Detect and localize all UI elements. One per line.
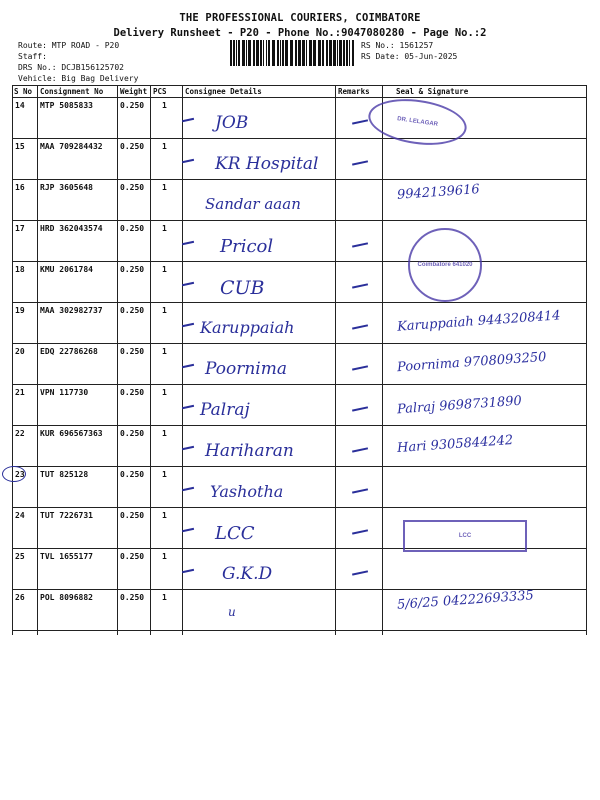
consignee-handwriting: Palraj [200, 400, 250, 420]
barcode-bar [349, 40, 350, 66]
tick-dash-mark [182, 364, 194, 368]
pieces-count: 1 [162, 306, 167, 315]
barcode-bar [236, 40, 237, 66]
table-row [12, 220, 587, 261]
row-serial-number: 15 [15, 142, 25, 151]
weight-value: 0.250 [120, 224, 145, 233]
table-row [12, 466, 587, 507]
recipient-signature: Palraj 9698731890 [396, 393, 523, 418]
consignment-number: KUR 696567363 [40, 429, 103, 438]
rs-number: RS No.: 1561257 [361, 41, 434, 50]
barcode-bar [318, 40, 321, 66]
pieces-count: 1 [162, 347, 167, 356]
barcode-bar [346, 40, 348, 66]
weight-value: 0.250 [120, 347, 145, 356]
consignee-handwriting: KR Hospital [215, 154, 319, 174]
consignment-number: VPN 117730 [40, 388, 89, 397]
col-header-consignment: Consignment No [40, 87, 104, 96]
barcode-bar [352, 40, 354, 66]
weight-value: 0.250 [120, 265, 145, 274]
consignee-handwriting: G.K.D [222, 564, 273, 584]
seal-stamp: DR. LELAGAR [365, 93, 469, 150]
col-header-remarks: Remarks [338, 87, 370, 96]
consignment-number: RJP 3605648 [40, 183, 93, 192]
table-row [12, 589, 587, 630]
remark-dash-mark [352, 488, 368, 493]
weight-value: 0.250 [120, 183, 145, 192]
barcode-bar [343, 40, 345, 66]
consignee-handwriting: CUB [220, 277, 265, 299]
remark-dash-mark [352, 160, 368, 165]
table-row [12, 384, 587, 425]
barcode-bar [333, 40, 336, 66]
barcode-bar [266, 40, 267, 66]
consignment-number: HRD 362043574 [40, 224, 103, 233]
recipient-signature: Karuppaiah 9443208414 [396, 308, 561, 335]
table-row [12, 548, 587, 589]
pieces-count: 1 [162, 142, 167, 151]
barcode-bar [306, 40, 307, 66]
barcode-bar [326, 40, 328, 66]
row-serial-number: 22 [15, 429, 25, 438]
pieces-count: 1 [162, 388, 167, 397]
barcode-bar [272, 40, 275, 66]
barcode-bar [309, 40, 312, 66]
recipient-signature: Hari 9305844242 [396, 432, 514, 457]
pieces-count: 1 [162, 470, 167, 479]
col-header-consignee: Consignee Details [185, 87, 262, 96]
barcode-bar [233, 40, 235, 66]
tick-dash-mark [182, 446, 194, 450]
pieces-count: 1 [162, 593, 167, 602]
consignment-number: EDQ 22786268 [40, 347, 98, 356]
table-row [12, 97, 587, 138]
remark-dash-mark [352, 447, 368, 452]
drs-number: DRS No.: DCJB156125702 [18, 63, 124, 72]
recipient-signature: Poornima 9708093250 [396, 349, 547, 376]
barcode-bar [298, 40, 301, 66]
row-serial-number: 21 [15, 388, 25, 397]
consignee-handwriting: Hariharan [205, 441, 294, 461]
remark-dash-mark [352, 283, 368, 288]
remark-dash-mark [352, 365, 368, 370]
barcode-bar [256, 40, 259, 66]
remark-dash-mark [352, 570, 368, 575]
barcode-bar [242, 40, 245, 66]
route-label: Route: MTP ROAD - P20 [18, 41, 120, 50]
coimbatore-seal-stamp: Coimbatore 641020 [408, 228, 482, 302]
row-serial-number: 16 [15, 183, 25, 192]
tick-dash-mark [182, 282, 194, 286]
consignee-handwriting: Sandar aaan [205, 195, 301, 213]
runsheet-table [12, 85, 587, 635]
consignee-handwriting: Yashotha [210, 482, 284, 501]
remark-dash-mark [352, 406, 368, 411]
remark-dash-mark [352, 119, 368, 124]
pieces-count: 1 [162, 511, 167, 520]
barcode-bar [277, 40, 279, 66]
col-header-sno: S No [14, 87, 33, 96]
barcode-bar [260, 40, 262, 66]
pieces-count: 1 [162, 183, 167, 192]
weight-value: 0.250 [120, 388, 145, 397]
barcode-bar [295, 40, 297, 66]
remark-dash-mark [352, 529, 368, 534]
barcode-bar [238, 40, 240, 66]
barcode [230, 40, 355, 66]
table-row [12, 302, 587, 343]
barcode-bar [263, 40, 264, 66]
table-divider [12, 630, 587, 631]
weight-value: 0.250 [120, 593, 145, 602]
weight-value: 0.250 [120, 142, 145, 151]
barcode-bar [329, 40, 332, 66]
weight-value: 0.250 [120, 552, 145, 561]
barcode-bar [248, 40, 251, 66]
weight-value: 0.250 [120, 511, 145, 520]
table-divider [12, 85, 587, 86]
consignment-number: KMU 2061784 [40, 265, 93, 274]
weight-value: 0.250 [120, 470, 145, 479]
consignee-handwriting: Poornima [205, 359, 287, 379]
tick-dash-mark [182, 323, 194, 327]
tick-dash-mark [182, 159, 194, 163]
pieces-count: 1 [162, 101, 167, 110]
barcode-bar [302, 40, 305, 66]
col-header-seal-signature: Seal & Signature [396, 87, 469, 96]
barcode-bar [230, 40, 232, 66]
lcc-stamp: LCC [403, 520, 527, 552]
row-serial-number: 25 [15, 552, 25, 561]
remark-dash-mark [352, 242, 368, 247]
pieces-count: 1 [162, 429, 167, 438]
page-title: THE PROFESSIONAL COURIERS, COIMBATORE [179, 12, 421, 24]
table-row [12, 179, 587, 220]
table-row [12, 343, 587, 384]
row-serial-number: 20 [15, 347, 25, 356]
weight-value: 0.250 [120, 101, 145, 110]
tick-dash-mark [182, 118, 194, 122]
barcode-bar [246, 40, 247, 66]
consignment-number: MTP 5085833 [40, 101, 93, 110]
row-serial-number: 24 [15, 511, 25, 520]
barcode-bar [322, 40, 324, 66]
consignment-number: POL 8096882 [40, 593, 93, 602]
barcode-bar [268, 40, 270, 66]
consignee-handwriting: LCC [215, 523, 255, 544]
tick-dash-mark [182, 241, 194, 245]
consignee-handwriting: Pricol [220, 236, 274, 257]
consignee-handwriting: Karuppaiah [200, 318, 295, 337]
row-serial-number: 17 [15, 224, 25, 233]
consignment-number: TVL 1655177 [40, 552, 93, 561]
recipient-signature: 9942139616 [396, 182, 481, 203]
table-row [12, 425, 587, 466]
consignment-number: TUT 825128 [40, 470, 89, 479]
tick-dash-mark [182, 487, 194, 491]
row-serial-number: 14 [15, 101, 25, 110]
barcode-bar [253, 40, 255, 66]
consignee-handwriting: JOB [215, 113, 249, 133]
tick-dash-mark [182, 528, 194, 532]
barcode-bar [337, 40, 338, 66]
table-row [12, 138, 587, 179]
barcode-bar [285, 40, 288, 66]
recipient-signature: 5/6/25 04222693335 [396, 588, 535, 613]
weight-value: 0.250 [120, 306, 145, 315]
row-serial-number: 26 [15, 593, 25, 602]
runsheet-subtitle: Delivery Runsheet - P20 - Phone No.:9047080280 - Page No.:2 [113, 27, 487, 39]
row-serial-number: 18 [15, 265, 25, 274]
barcode-bar [313, 40, 316, 66]
barcode-bar [290, 40, 293, 66]
pieces-count: 1 [162, 224, 167, 233]
row-serial-number: 23 [15, 470, 25, 479]
col-header-pcs: PCS [153, 87, 167, 96]
pieces-count: 1 [162, 265, 167, 274]
barcode-bar [339, 40, 342, 66]
weight-value: 0.250 [120, 429, 145, 438]
consignment-number: TUT 7226731 [40, 511, 93, 520]
vehicle-label: Vehicle: Big Bag Delivery [18, 74, 139, 83]
rs-date: RS Date: 05-Jun-2025 [361, 52, 458, 61]
barcode-bar [282, 40, 284, 66]
tick-dash-mark [182, 569, 194, 573]
consignment-number: MAA 709284432 [40, 142, 103, 151]
pieces-count: 1 [162, 552, 167, 561]
table-row [12, 261, 587, 302]
staff-label: Staff: [18, 52, 47, 61]
barcode-bar [280, 40, 281, 66]
circled-row-mark [2, 466, 26, 482]
consignment-number: MAA 302982737 [40, 306, 103, 315]
col-header-weight: Weight [120, 87, 148, 96]
row-serial-number: 19 [15, 306, 25, 315]
consignee-handwriting: u [228, 605, 236, 619]
remark-dash-mark [352, 324, 368, 329]
tick-dash-mark [182, 405, 194, 409]
